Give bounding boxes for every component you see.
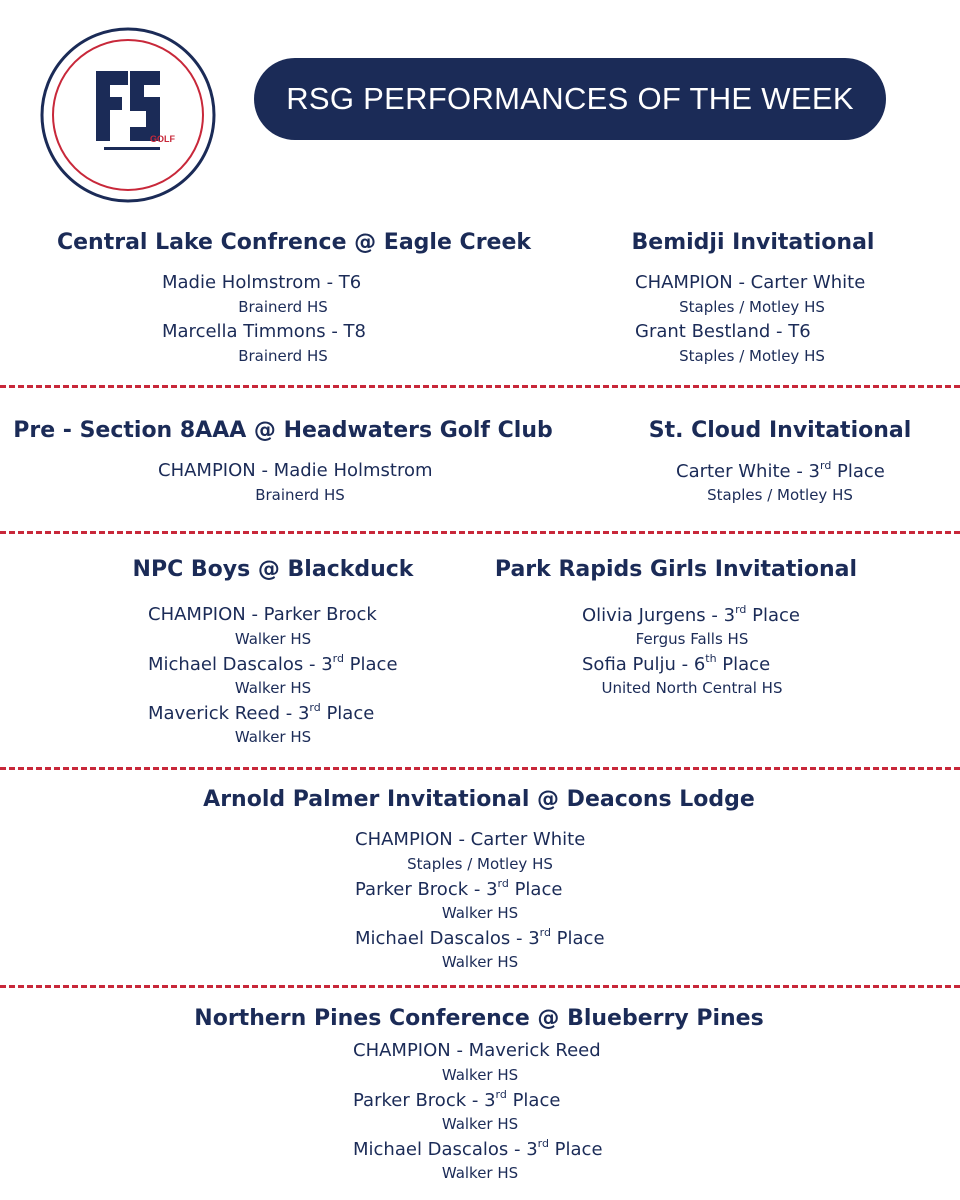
event-title: Northern Pines Conference @ Blueberry Pines — [194, 1006, 764, 1031]
school-name: Walker HS — [441, 1115, 519, 1133]
event-title: St. Cloud Invitational — [648, 418, 912, 443]
school-name: Brainerd HS — [238, 347, 328, 365]
result-line: Carter White - 3rd Place — [676, 459, 885, 482]
result-line: Parker Brock - 3rd Place — [355, 877, 563, 900]
result-line: Madie Holmstrom - T6 — [162, 272, 362, 293]
result-line: CHAMPION - Carter White — [635, 272, 866, 293]
school-name: Fergus Falls HS — [635, 630, 749, 648]
event-title: Pre - Section 8AAA @ Headwaters Golf Club — [13, 418, 553, 443]
event-title: Park Rapids Girls Invitational — [494, 557, 858, 582]
page-title-banner — [254, 58, 886, 140]
section-divider — [0, 385, 960, 388]
page-title: RSG PERFORMANCES OF THE WEEK — [286, 81, 854, 116]
result-line: CHAMPION - Madie Holmstrom — [158, 460, 433, 481]
school-name: Brainerd HS — [255, 486, 345, 504]
school-name: Walker HS — [441, 904, 519, 922]
result-line: Grant Bestland - T6 — [635, 321, 811, 342]
result-line: Olivia Jurgens - 3rd Place — [582, 603, 800, 626]
result-line: Marcella Timmons - T8 — [162, 321, 366, 342]
school-name: Walker HS — [441, 1066, 519, 1084]
school-name: Walker HS — [234, 630, 312, 648]
school-name: Staples / Motley HS — [679, 347, 825, 365]
section-divider — [0, 767, 960, 770]
section-divider — [0, 985, 960, 988]
school-name: Staples / Motley HS — [707, 486, 853, 504]
event-title: Central Lake Confrence @ Eagle Creek — [56, 230, 532, 255]
result-line: Michael Dascalos - 3rd Place — [148, 652, 398, 675]
logo-golf-text: GOLF — [150, 134, 175, 144]
result-line: Maverick Reed - 3rd Place — [148, 701, 375, 724]
school-name: Walker HS — [441, 1164, 519, 1182]
rsg-golf-logo — [40, 27, 216, 203]
section-divider — [0, 531, 960, 534]
school-name: Walker HS — [234, 679, 312, 697]
event-title: Bemidji Invitational — [631, 230, 875, 255]
result-line: Sofia Pulju - 6th Place — [582, 652, 771, 675]
school-name: Staples / Motley HS — [679, 298, 825, 316]
result-line: CHAMPION - Carter White — [355, 829, 586, 850]
school-name: Walker HS — [441, 953, 519, 971]
result-line: Michael Dascalos - 3rd Place — [353, 1137, 603, 1160]
event-title: Arnold Palmer Invitational @ Deacons Lodge — [203, 787, 755, 812]
result-line: Michael Dascalos - 3rd Place — [355, 926, 605, 949]
result-line: CHAMPION - Parker Brock — [148, 604, 377, 625]
school-name: Brainerd HS — [238, 298, 328, 316]
school-name: Walker HS — [234, 728, 312, 746]
event-title: NPC Boys @ Blackduck — [132, 557, 414, 582]
result-line: CHAMPION - Maverick Reed — [353, 1040, 601, 1061]
school-name: Staples / Motley HS — [407, 855, 553, 873]
school-name: United North Central HS — [601, 679, 783, 697]
result-line: Parker Brock - 3rd Place — [353, 1088, 561, 1111]
